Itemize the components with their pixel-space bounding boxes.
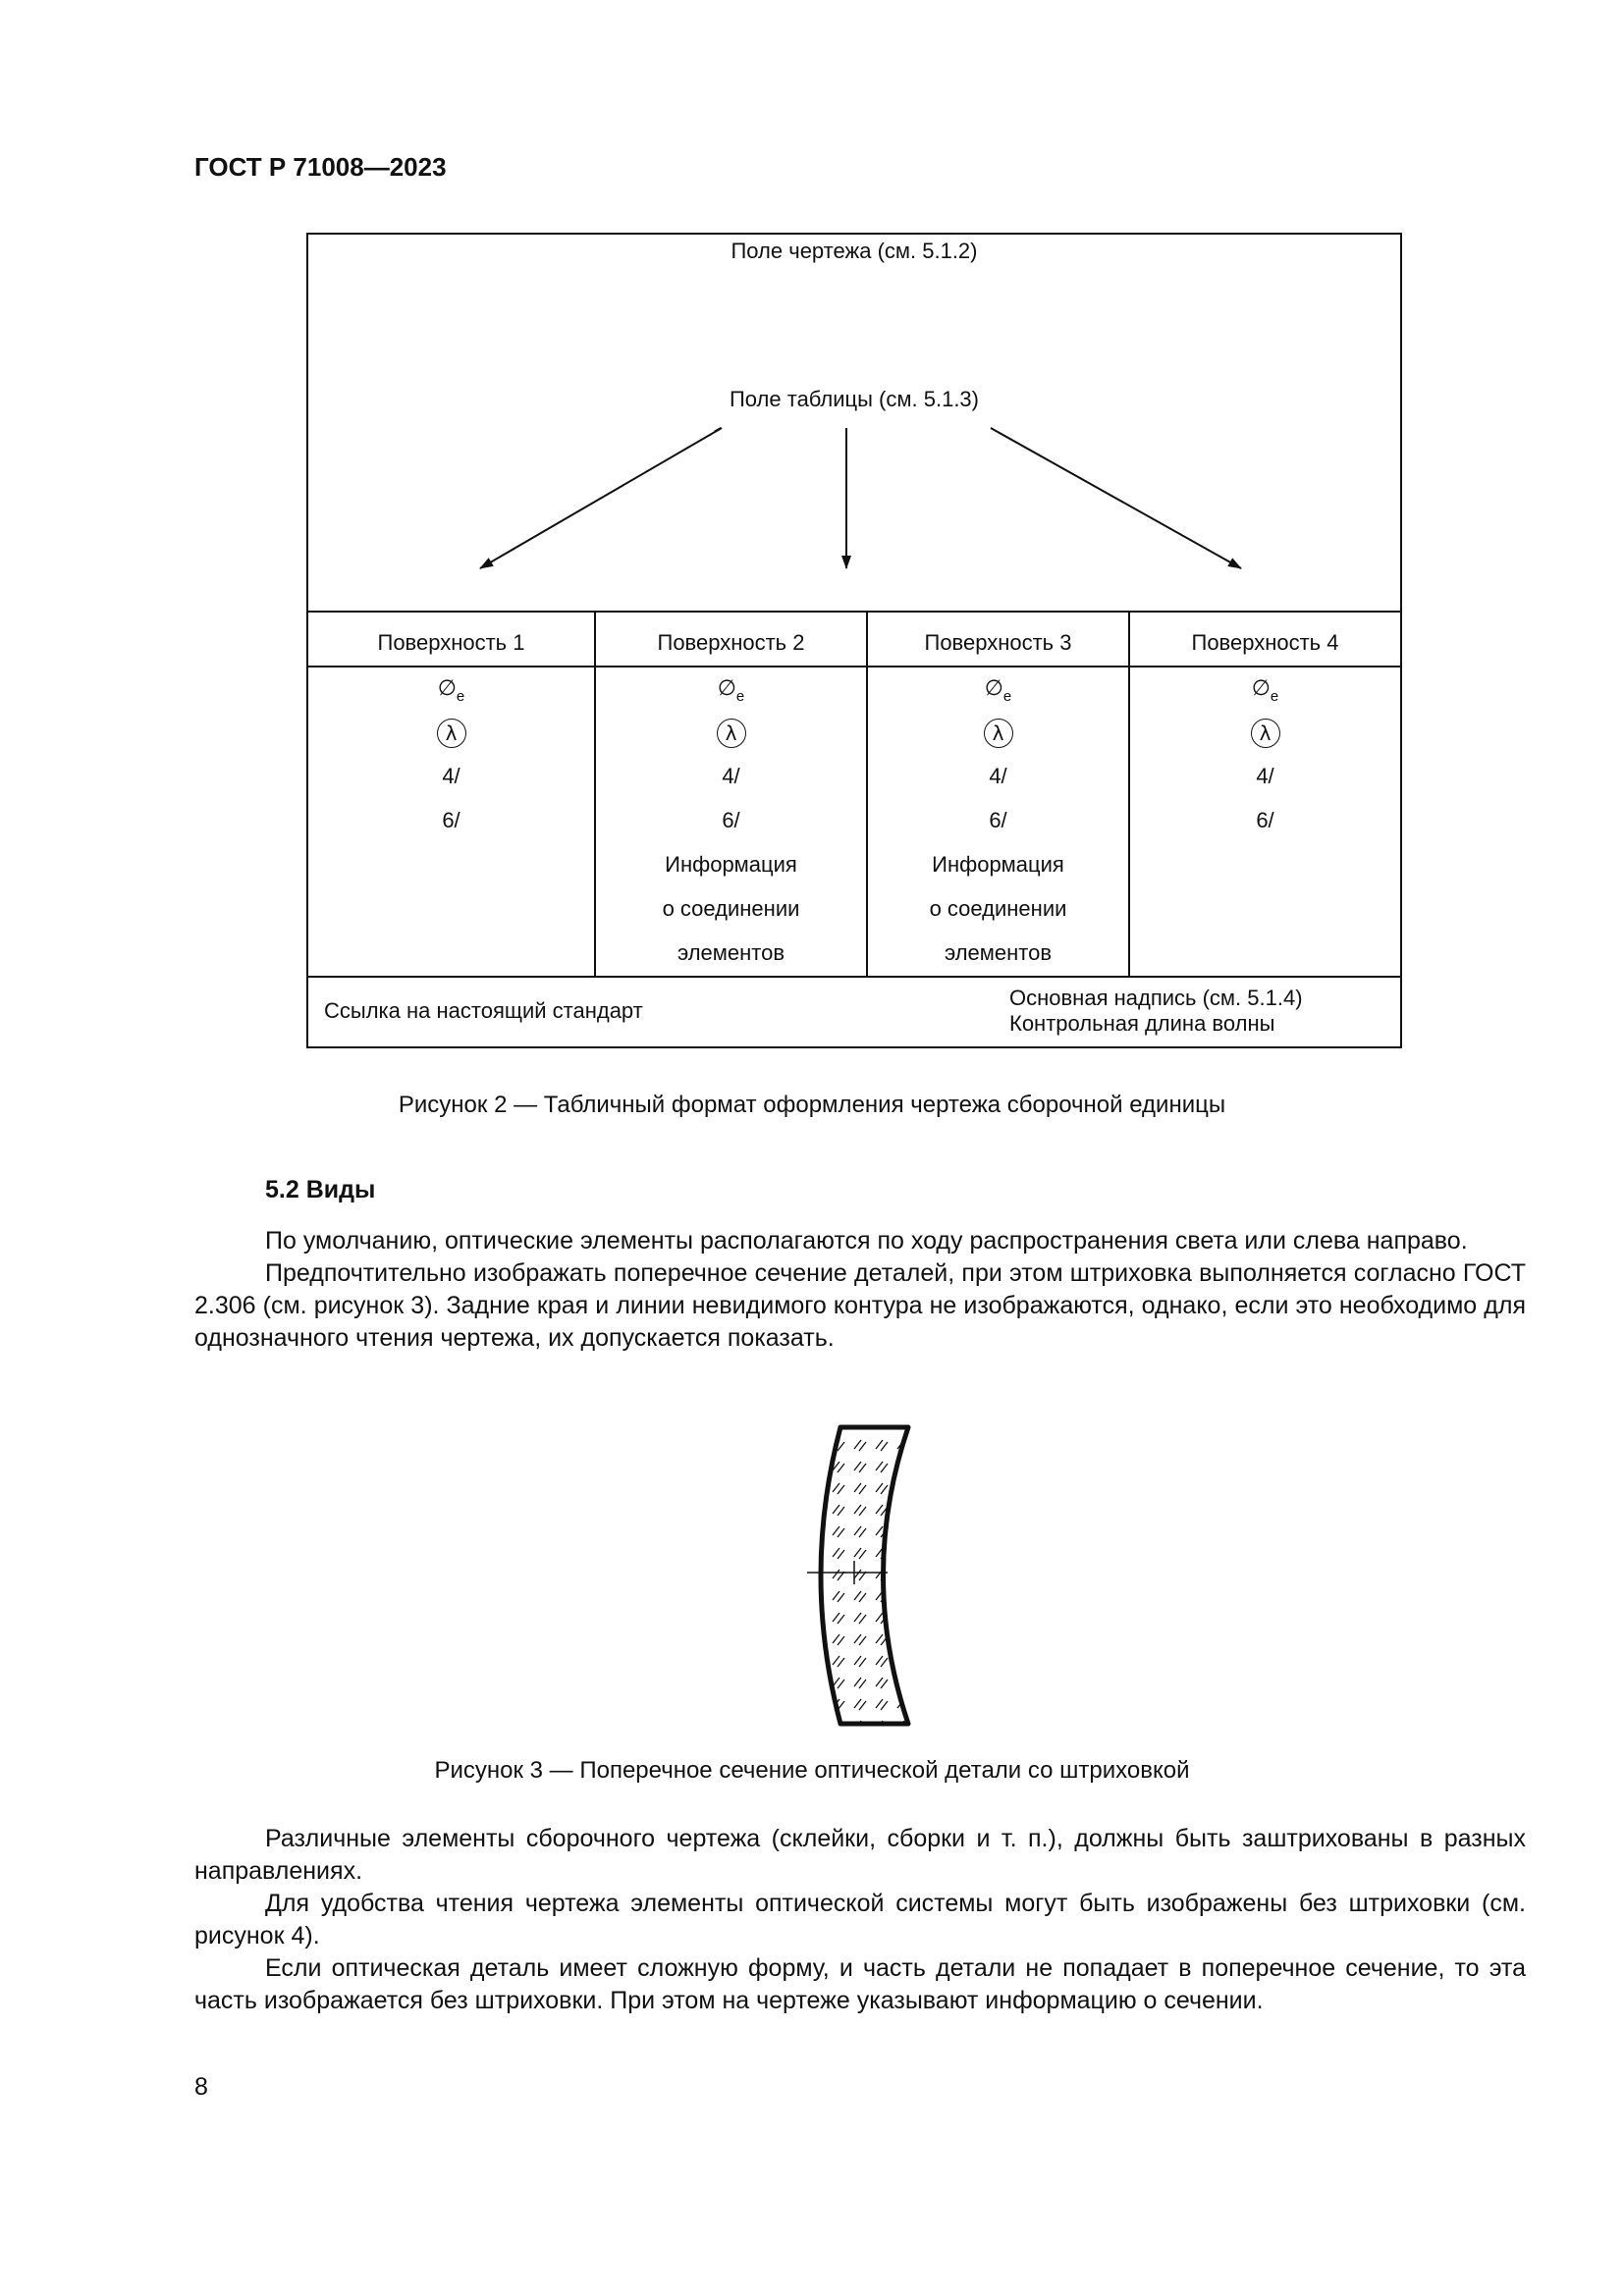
table-field-label: Поле таблицы (см. 5.1.3)	[729, 387, 979, 411]
diameter-icon: ∅	[984, 676, 1003, 701]
section-body	[194, 1225, 1526, 1355]
figure-2-caption: Рисунок 2 — Табличный формат оформления чертежа сборочной единицы	[398, 1092, 1226, 1118]
paragraph: Различные элементы сборочного чертежа (склейки, сборки и т. п.), должны быть заштрихованы в разных направлениях.	[194, 1825, 1526, 1885]
table-top-line	[308, 611, 1400, 613]
paragraph: Для удобства чтения чертежа элементы оптической системы могут быть изображены без штриховки (см. рисунок 4).	[194, 1890, 1526, 1949]
line-6: 6/	[989, 808, 1007, 832]
line-6: 6/	[442, 808, 460, 832]
info-line-3: элементов	[944, 940, 1053, 965]
lens-outline	[821, 1427, 908, 1724]
info-line-1: Информация	[932, 852, 1064, 877]
diameter-icon: ∅	[717, 676, 736, 701]
col-header-2: Поверхность 2	[657, 630, 805, 655]
figure-3-lens-section	[785, 1414, 923, 1728]
info-line-3: элементов	[677, 940, 785, 965]
paragraph: Если оптическая деталь имеет сложную форму, и часть детали не попадает в поперечное сечение, то эта часть изображается без штриховки. При этом на чертеже указывают информацию о сечении.	[194, 1954, 1526, 2014]
arrow-left-line	[480, 428, 722, 568]
col-header-4: Поверхность 4	[1191, 630, 1339, 655]
section-body-continued	[194, 1823, 1526, 2017]
page-number: 8	[194, 2073, 208, 2101]
col-header-1: Поверхность 1	[377, 630, 525, 655]
col-body-4	[1130, 666, 1400, 842]
footer-title-block: Основная надпись (см. 5.1.4)	[1009, 986, 1303, 1010]
line-4: 4/	[722, 764, 740, 788]
lambda-circle-icon: λ	[1251, 719, 1280, 748]
diameter-icon: ∅	[1251, 676, 1271, 701]
lambda-circle-icon: λ	[984, 719, 1013, 748]
info-line-2: о соединении	[929, 896, 1067, 921]
paragraph: Предпочтительно изображать поперечное сечение деталей, при этом штриховка выполняется согласно ГОСТ 2.306 (см. рисунок 3). Задние края и линии невидимого контура не изображаются, однако, если это необходимо для однозначного чтения чертежа, их допускается показать.	[194, 1259, 1526, 1352]
line-4: 4/	[1256, 764, 1274, 788]
info-line-1: Информация	[665, 852, 797, 877]
lambda-circle-icon: λ	[717, 719, 746, 748]
section-title: 5.2 Виды	[265, 1176, 376, 1203]
footer-reference-wavelength: Контрольная длина волны	[1009, 1011, 1275, 1036]
diameter-subscript: e	[456, 688, 465, 705]
lambda-circle-icon: λ	[437, 719, 466, 748]
paragraph: По умолчанию, оптические элементы располагаются по ходу распространения света или слева направо.	[265, 1227, 1468, 1255]
footer-standard-ref: Ссылка на настоящий стандарт	[324, 998, 643, 1023]
line-4: 4/	[442, 764, 460, 788]
document-id: ГОСТ Р 71008—2023	[194, 152, 447, 182]
diameter-subscript: e	[1002, 688, 1012, 705]
line-4: 4/	[989, 764, 1007, 788]
line-6: 6/	[722, 808, 740, 832]
col-header-3: Поверхность 3	[924, 630, 1072, 655]
diameter-subscript: e	[1270, 688, 1279, 705]
arrows	[308, 235, 1400, 588]
line-6: 6/	[1256, 808, 1274, 832]
col-body-3	[868, 666, 1128, 975]
arrow-right-line	[991, 428, 1241, 568]
col-body-2	[596, 666, 866, 975]
diameter-subscript: e	[735, 688, 745, 705]
figure-3-caption: Рисунок 3 — Поперечное сечение оптической детали со штриховкой	[434, 1757, 1190, 1784]
info-line-2: о соединении	[662, 896, 800, 921]
col-body-1	[308, 666, 594, 842]
diameter-icon: ∅	[437, 676, 457, 701]
table-footer-line	[308, 976, 1400, 978]
drawing-field-label: Поле чертежа (см. 5.1.2)	[731, 239, 978, 263]
figure-2-drawing-format	[306, 233, 1402, 1048]
